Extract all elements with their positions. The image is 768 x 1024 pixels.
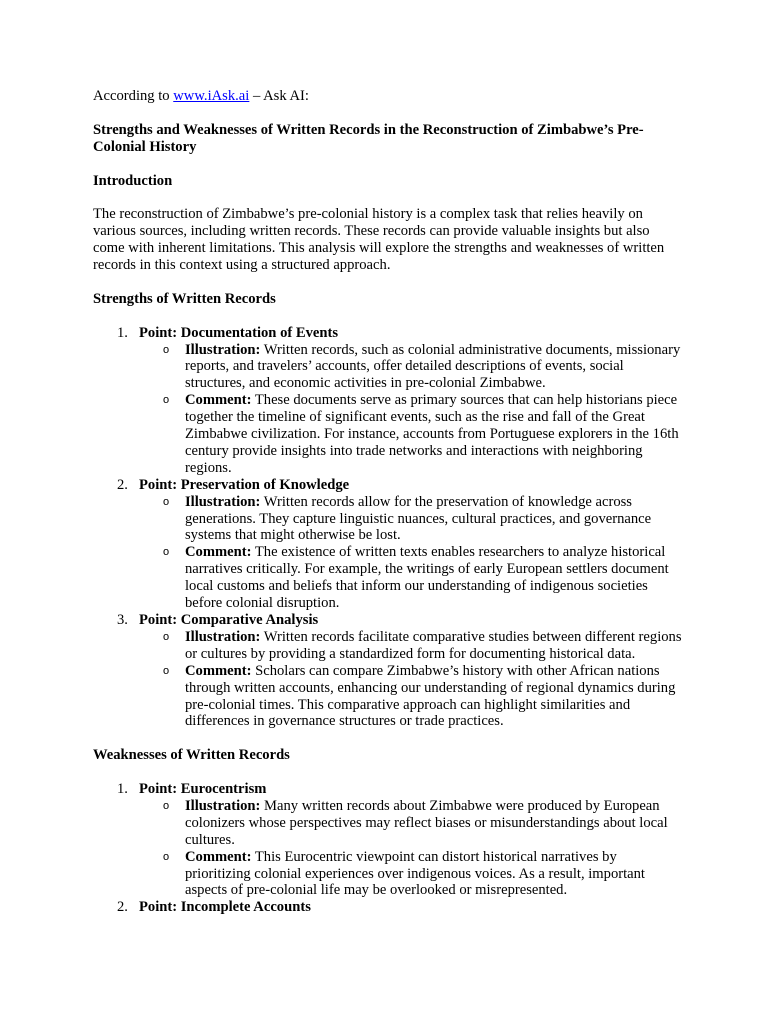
source-link[interactable]: www.iAsk.ai [173, 88, 250, 104]
point-title: Point: Comparative Analysis [139, 612, 319, 629]
comment-text: The existence of written texts enables researchers to analyze historical narratives critically. For example, the writings of early European settlers document local customs and beliefs that inform our understanding of indigenous societies before colonial disruption. [185, 544, 669, 612]
sub-list [139, 494, 683, 612]
source-prefix: According to [93, 88, 174, 104]
comment-label: Comment: [185, 848, 252, 865]
bullet-icon: o [163, 664, 170, 677]
illustration-text: Written records allow for the preservation of knowledge across generations. They capture linguistic nuances, cultural practices, and governance systems that might otherwise be lost. [185, 493, 652, 544]
point-title: Point: Documentation of Events [139, 324, 339, 341]
strength-point-1 [93, 325, 683, 477]
illustration-text: Many written records about Zimbabwe were produced by European colonizers whose perspectives may reflect biases or misunderstandings about local cultures. [185, 797, 668, 848]
bullet-icon: o [163, 630, 170, 643]
point-title: Point: Incomplete Accounts [139, 899, 311, 916]
sub-list [139, 342, 683, 477]
document-title: Strengths and Weaknesses of Written Records in the Reconstruction of Zimbabwe’s Pre-Colonial History [93, 121, 644, 155]
illustration-text: Written records, such as colonial administrative documents, missionary reports, and travelers’ accounts, offer detailed descriptions of events, social structures, and economic activities in pre-colonial Zimbabwe. [185, 341, 681, 392]
illustration-item [139, 342, 683, 393]
point-title: Point: Eurocentrism [139, 781, 267, 798]
list-number: 2. [117, 476, 128, 493]
introduction-paragraph: The reconstruction of Zimbabwe’s pre-colonial history is a complex task that relies heavily on various sources, including written records. These records can provide valuable insights but also come with inherent limitations. This analysis will explore the strengths and weaknesses of written records in this context using a structured approach. [93, 206, 665, 274]
strength-point-2 [93, 477, 683, 612]
list-number: 1. [117, 324, 128, 341]
illustration-label: Illustration: [185, 493, 261, 510]
bullet-icon: o [163, 799, 170, 812]
illustration-label: Illustration: [185, 797, 261, 814]
comment-item [139, 849, 683, 900]
weaknesses-heading: Weaknesses of Written Records [93, 747, 290, 764]
comment-text: Scholars can compare Zimbabwe’s history with other African nations through written accounts, enhancing our understanding of regional dynamics during pre-colonial times. This comparative approach can highlight similarities and differences in governance structures or trade practices. [185, 662, 676, 730]
list-number: 2. [117, 899, 128, 916]
weakness-point-2 [93, 899, 683, 916]
introduction-heading: Introduction [93, 172, 173, 189]
bullet-icon: o [163, 343, 170, 356]
point-title: Point: Preservation of Knowledge [139, 476, 350, 493]
comment-label: Comment: [185, 544, 252, 561]
weakness-point-1 [93, 781, 683, 899]
illustration-item [139, 798, 683, 849]
bullet-icon: o [163, 546, 170, 559]
list-number: 1. [117, 781, 128, 798]
strength-point-3 [93, 612, 683, 730]
source-suffix: – Ask AI: [249, 88, 309, 104]
weaknesses-list [93, 781, 683, 916]
document-body [93, 88, 683, 916]
comment-item [139, 392, 683, 477]
strengths-heading: Strengths of Written Records [93, 290, 276, 307]
sub-list [139, 798, 683, 899]
bullet-icon: o [163, 850, 170, 863]
comment-text: These documents serve as primary sources that can help historians piece together the timeline of significant events, such as the rise and fall of the Great Zimbabwe civilization. For instance, accounts from Portuguese explorers in the 16th century provide insights into trade networks and interactions with neighboring regions. [185, 392, 679, 476]
illustration-item [139, 629, 683, 663]
bullet-icon: o [163, 394, 170, 407]
comment-text: This Eurocentric viewpoint can distort historical narratives by prioritizing colonial experiences over indigenous voices. As a result, important aspects of pre-colonial life may be overlooked or misrepresented. [185, 848, 645, 899]
comment-item [139, 544, 683, 612]
comment-item [139, 663, 683, 731]
source-line [93, 88, 683, 105]
illustration-item [139, 494, 683, 545]
strengths-list [93, 325, 683, 731]
bullet-icon: o [163, 495, 170, 508]
sub-list [139, 629, 683, 730]
illustration-label: Illustration: [185, 628, 261, 645]
comment-label: Comment: [185, 662, 252, 679]
illustration-text: Written records facilitate comparative studies between different regions or cultures by providing a standardized form for documenting historical data. [185, 628, 682, 662]
illustration-label: Illustration: [185, 341, 261, 358]
comment-label: Comment: [185, 392, 252, 409]
list-number: 3. [117, 612, 128, 629]
